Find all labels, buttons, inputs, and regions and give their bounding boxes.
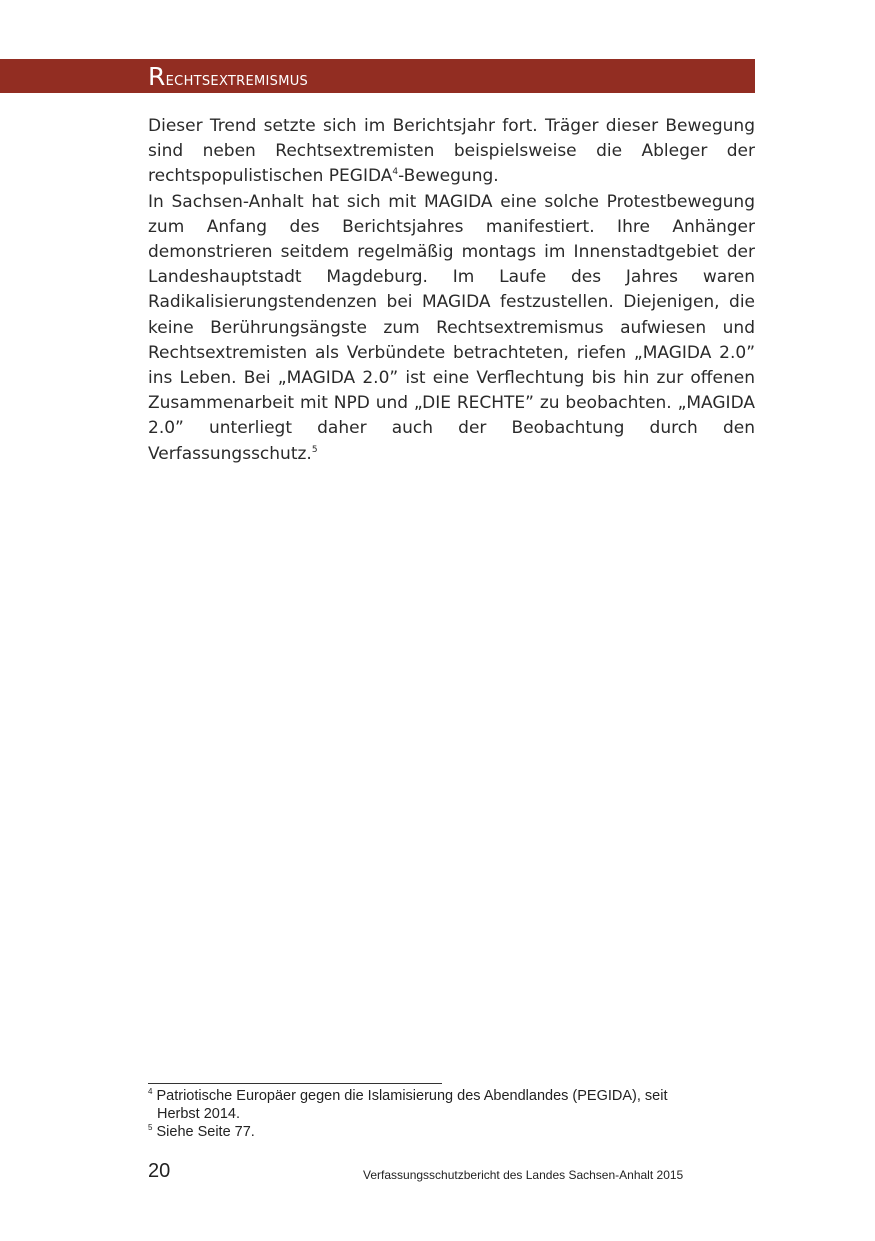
footnote-reference[interactable]: 5 [311, 444, 318, 455]
footnote [148, 1123, 668, 1141]
chapter-header-band [0, 59, 755, 93]
footnote [148, 1087, 668, 1123]
chapter-title: Rechtsextremismus [148, 62, 309, 91]
paragraph-text: In Sachsen-Anhalt hat sich mit MAGIDA eine solche Protestbewegung zum Anfang des Berichtsjahres manifestiert. Ihre Anhänger demonstrieren seitdem regelmäßig montags im Innenstadtgebiet der Landeshauptstadt Magdeburg. Im Laufe des Jahres waren Radikalisierungstendenzen bei MAGIDA festzustellen. Diejenigen, die keine Berührungsängste zum Rechtsextremismus aufwiesen und Rechtsextremisten als Verbündete betrachteten, riefen „MAGIDA 2.0” ins Leben. Bei „MAGIDA 2.0” ist eine Verflechtung bis hin zur offenen Zusammenarbeit mit NPD und „DIE RECHTE” zu beobachten. „MAGIDA 2.0” unterliegt daher auch der Beobachtung durch den Verfassungsschutz. [148, 191, 755, 464]
paragraph-pegida [148, 114, 755, 190]
page-number: 20 [148, 1160, 171, 1182]
running-footer-title: Verfassungsschutzbericht des Landes Sachsen-Anhalt 2015 [363, 1168, 684, 1182]
footnote-text: Siehe Seite 77. [156, 1124, 255, 1140]
footnotes-section [148, 1087, 668, 1141]
paragraph-magida [148, 190, 755, 467]
footnote-reference[interactable]: 4 [392, 167, 399, 178]
main-body-text [148, 114, 755, 467]
paragraph-text: -Bewegung. [398, 166, 499, 187]
paragraph-text: Dieser Trend setzte sich im Berichtsjahr fort. Träger dieser Bewegung sind neben Rechtsextremisten beispielsweise die Ableger der rechtspopulistischen PEGIDA [148, 116, 755, 187]
footnote-number: 5 [148, 1123, 153, 1132]
footnote-text: Patriotische Europäer gegen die Islamisierung des Abendlandes (PEGIDA), seit Herbst 2014. [156, 1088, 668, 1122]
footnote-separator [148, 1083, 442, 1084]
footnote-number: 4 [148, 1087, 153, 1096]
